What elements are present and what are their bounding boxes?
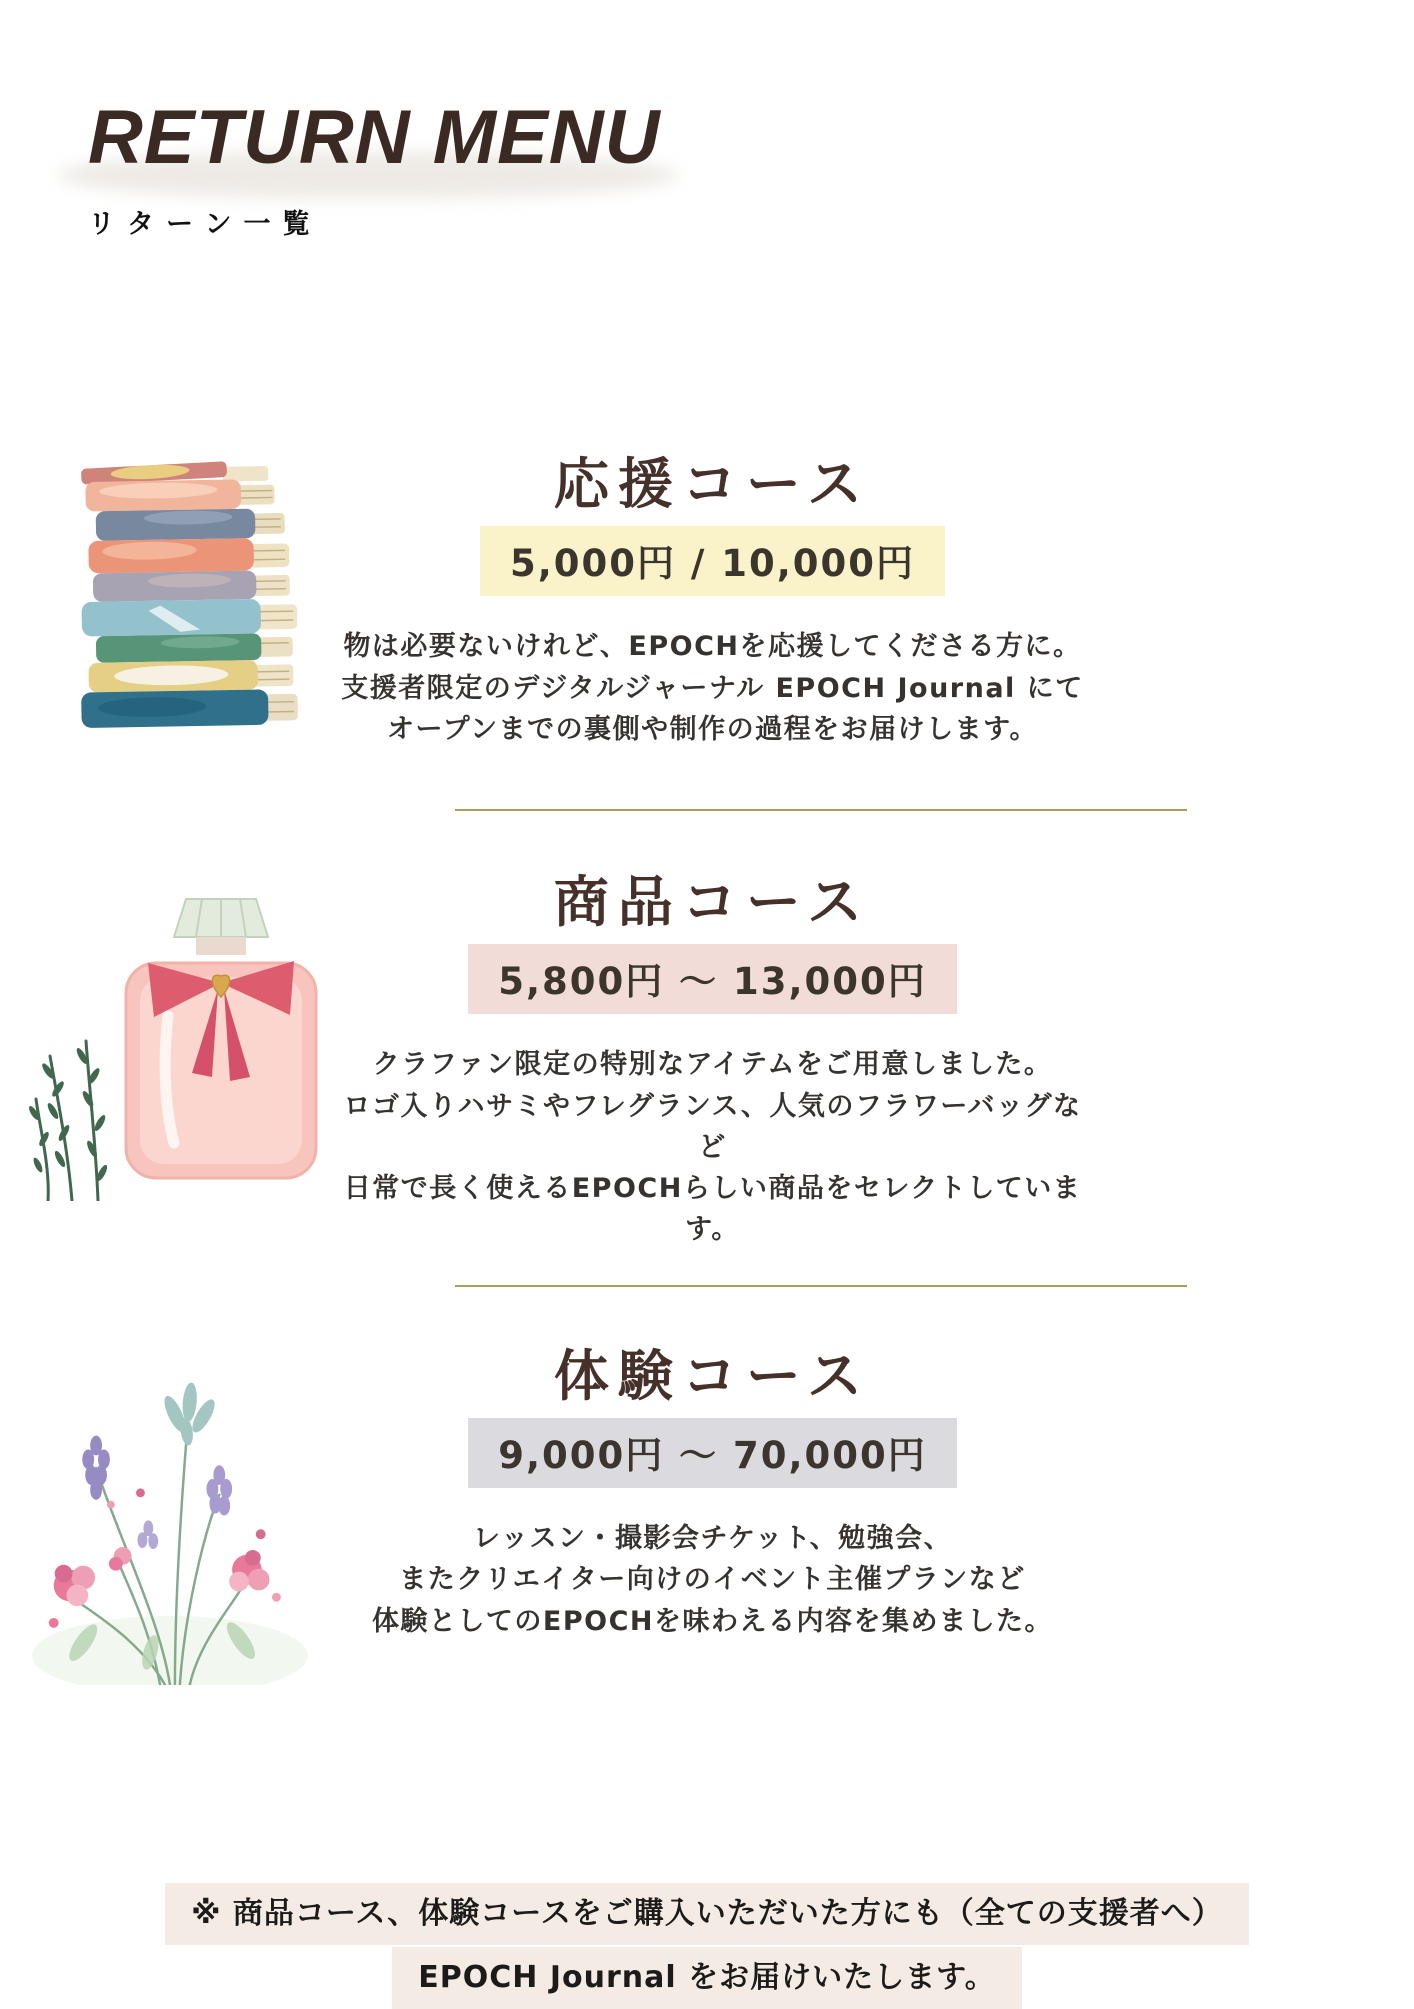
experience-course-price-badge: 9,000円 ～ 70,000円	[468, 1418, 957, 1488]
support-course-content	[340, 453, 1085, 750]
course-list	[0, 453, 1414, 1685]
product-course-title: 商品コース	[340, 871, 1085, 934]
wildflowers-illustration	[0, 1345, 340, 1685]
section-divider	[455, 809, 1187, 811]
footnote	[0, 1883, 1414, 2009]
footnote-line-1: ※ 商品コース、体験コースをご購入いただいた方にも（全ての支援者へ）	[165, 1883, 1249, 1945]
product-course-content	[340, 871, 1085, 1251]
description-line: 支援者限定のデジタルジャーナル EPOCH Journal にて	[340, 668, 1085, 709]
description-line: ロゴ入りハサミやフレグランス、人気のフラワーバッグなど	[340, 1086, 1085, 1169]
description-line: 物は必要ないけれど、EPOCHを応援してくださる方に。	[340, 626, 1085, 667]
product-course-description	[340, 1044, 1085, 1250]
book-stack-icon	[40, 453, 300, 753]
page-header	[0, 0, 1414, 241]
page-subtitle: リターン一覧	[88, 202, 1414, 241]
section-experience-course	[0, 1345, 1414, 1685]
section-product-course	[0, 871, 1414, 1251]
footnote-line-2: EPOCH Journal をお届けいたします。	[392, 1947, 1021, 2009]
support-course-price-badge: 5,000円 / 10,000円	[480, 526, 945, 596]
support-course-description	[340, 626, 1085, 750]
description-line: レッスン・撮影会チケット、勉強会、	[340, 1518, 1085, 1559]
section-divider	[455, 1285, 1187, 1287]
experience-course-description	[340, 1518, 1085, 1642]
wildflowers-icon	[20, 1345, 320, 1685]
books-illustration	[0, 453, 340, 753]
description-line: オープンまでの裏側や制作の過程をお届けします。	[340, 709, 1085, 750]
description-line: 体験としてのEPOCHを味わえる内容を集めました。	[340, 1601, 1085, 1642]
description-line: 日常で長く使えるEPOCHらしい商品をセレクトしています。	[340, 1168, 1085, 1251]
description-line: またクリエイター向けのイベント主催プランなど	[340, 1559, 1085, 1600]
section-support-course	[0, 453, 1414, 753]
description-line: クラファン限定の特別なアイテムをご用意しました。	[340, 1044, 1085, 1085]
support-course-title: 応援コース	[340, 453, 1085, 516]
experience-course-title: 体験コース	[340, 1345, 1085, 1408]
experience-course-content	[340, 1345, 1085, 1642]
perfume-illustration	[0, 871, 340, 1201]
perfume-bottle-icon	[20, 871, 320, 1201]
product-course-price-badge: 5,800円 ～ 13,000円	[468, 944, 957, 1014]
page-title: RETURN MENU	[88, 100, 1414, 176]
